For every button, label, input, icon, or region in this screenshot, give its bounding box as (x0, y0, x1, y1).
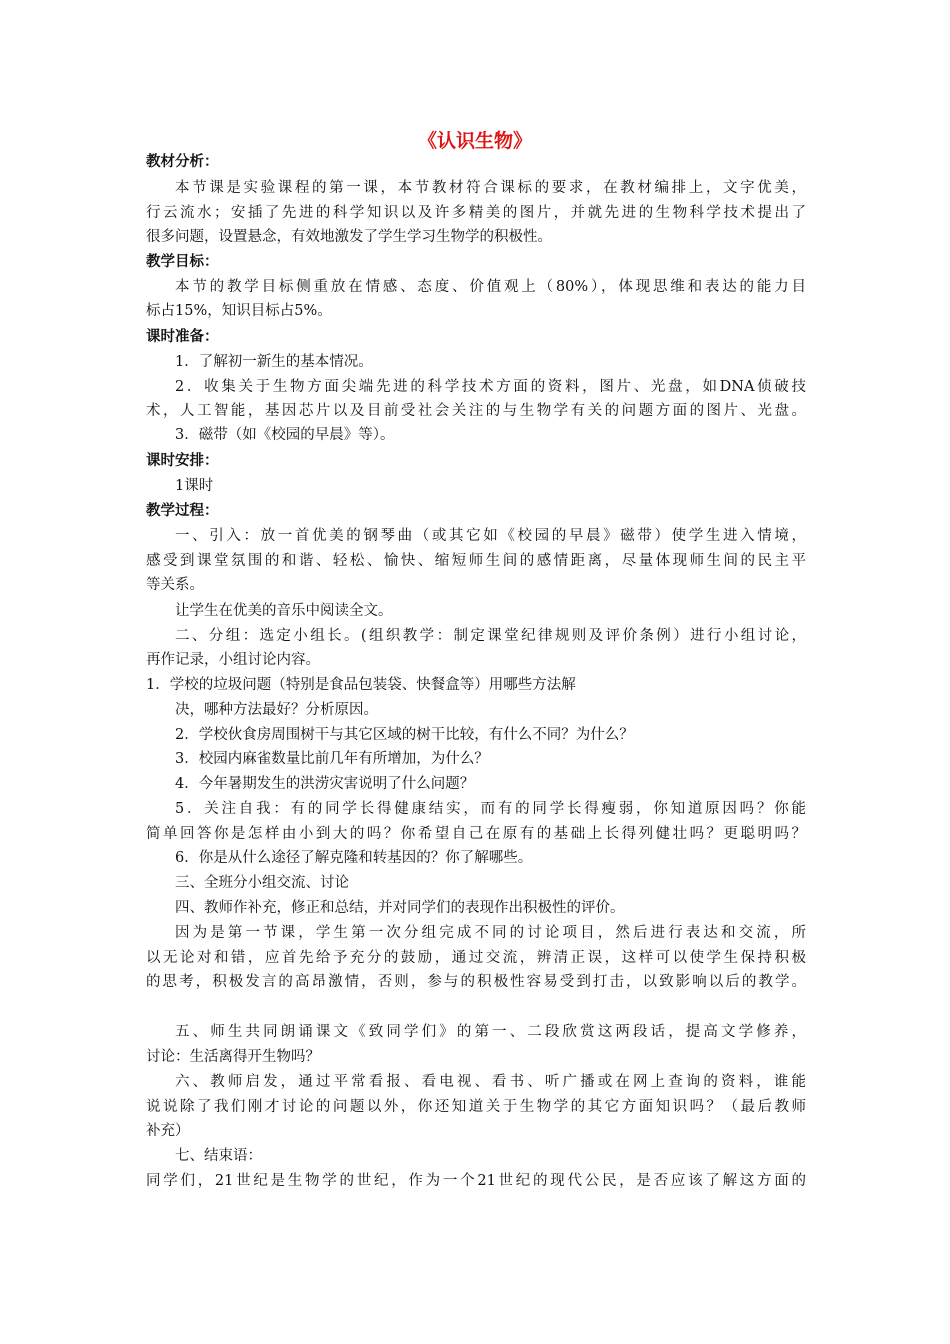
paragraph-line: 七、结束语： (175, 1148, 262, 1164)
heading-lesson-schedule: 课时安排： (146, 453, 219, 469)
paragraph-line: 很多问题，设置悬念，有效地激发了学生学习生物学的积极性。 (146, 229, 552, 245)
list-item: 3．磁带（如《校园的早晨》等）。 (175, 427, 395, 443)
paragraph-line: 六、教师启发，通过平常看报、看电视、看书、听广播或在网上查询的资料，谁能 (175, 1074, 806, 1090)
paragraph-line: 的思考，积极发言的高昂激情，否则，参与的积极性容易受到打击，以致影响以后的教学。 (146, 974, 806, 990)
paragraph-line: 简单回答你是怎样由小到大的吗？你希望自己在原有的基础上长得列健壮吗？更聪明吗？ (146, 826, 806, 842)
paragraph-line: 决，哪种方法最好？分析原因。 (175, 702, 378, 718)
heading-teaching-goals: 教学目标： (146, 254, 219, 270)
paragraph-line: 四、教师作补充，修正和总结，并对同学们的表现作出积极性的评价。 (175, 900, 625, 916)
heading-lesson-preparation: 课时准备： (146, 329, 219, 345)
list-item: 2．学校伙食房周围树干与其它区域的树干比较，有什么不同？为什么？ (175, 727, 634, 743)
paragraph-line: 术，人工智能，基因芯片以及目前受社会关注的与生物学有关的问题方面的图片、光盘。 (146, 403, 806, 419)
paragraph-line: 本节的教学目标侧重放在情感、态度、价值观上（80%），体现思维和表达的能力目 (175, 279, 806, 295)
list-item: 6．你是从什么途径了解克隆和转基因的？你了解哪些。 (175, 850, 533, 866)
list-item: 4．今年暑期发生的洪涝灾害说明了什么问题？ (175, 776, 475, 792)
paragraph-line: 三、全班分小组交流、讨论 (175, 875, 349, 891)
paragraph-line: 1课时 (175, 478, 214, 494)
paragraph-line: 让学生在优美的音乐中阅读全文。 (175, 603, 393, 619)
paragraph-line: 等关系。 (146, 577, 204, 593)
paragraph-line: 以无论对和错，应首先给予充分的鼓励，通过交流，辨清正误，这样可以使学生保持积极 (146, 950, 806, 966)
paragraph-line: 二、分组：选定小组长。(组织教学：制定课堂纪律规则及评价条例）进行小组讨论， (175, 628, 806, 644)
heading-material-analysis: 教材分析： (146, 154, 219, 170)
paragraph-line: 同学们，21世纪是生物学的世纪，作为一个21世纪的现代公民，是否应该了解这方面的 (146, 1173, 806, 1189)
paragraph-line: 感受到课堂氛围的和谐、轻松、愉快、缩短师生间的感情距离，尽量体现师生间的民主平 (146, 553, 806, 569)
paragraph-line: 本节课是实验课程的第一课，本节教材符合课标的要求，在教材编排上，文字优美， (175, 180, 806, 196)
paragraph-line: 说说除了我们刚才讨论的问题以外，你还知道关于生物学的其它方面知识吗？（最后教师 (146, 1099, 806, 1115)
list-item: 1．了解初一新生的基本情况。 (175, 354, 373, 370)
paragraph-line: 五、师生共同朗诵课文《致同学们》的第一、二段欣赏这两段话，提高文学修养， (175, 1024, 806, 1040)
paragraph-line: 行云流水；安插了先进的科学知识以及许多精美的图片，并就先进的生物科学技术提出了 (146, 205, 806, 221)
paragraph-line: 一、引入：放一首优美的钢琴曲（或其它如《校园的早晨》磁带）使学生进入情境， (175, 528, 806, 544)
list-item: 2．收集关于生物方面尖端先进的科学技术方面的资料，图片、光盘，如DNA侦破技 (175, 379, 806, 395)
paragraph-line: 补充） (146, 1123, 190, 1139)
list-item: 5．关注自我：有的同学长得健康结实，而有的同学长得瘦弱，你知道原因吗？你能 (175, 801, 806, 817)
paragraph-line: 讨论：生活离得开生物吗？ (146, 1049, 320, 1065)
document-title: 《认识生物》 (417, 130, 532, 152)
list-item: 3．校园内麻雀数量比前几年有所增加，为什么？ (175, 751, 489, 767)
paragraph-line: 因为是第一节课，学生第一次分组完成不同的讨论项目，然后进行表达和交流，所 (175, 925, 806, 941)
paragraph-line: 标占15%，知识目标占5%。 (146, 303, 332, 319)
paragraph-line: 再作记录，小组讨论内容。 (146, 652, 320, 668)
heading-teaching-process: 教学过程： (146, 503, 219, 519)
list-item: 1．学校的垃圾问题（特别是食品包装袋、快餐盒等）用哪些方法解 (146, 677, 576, 693)
